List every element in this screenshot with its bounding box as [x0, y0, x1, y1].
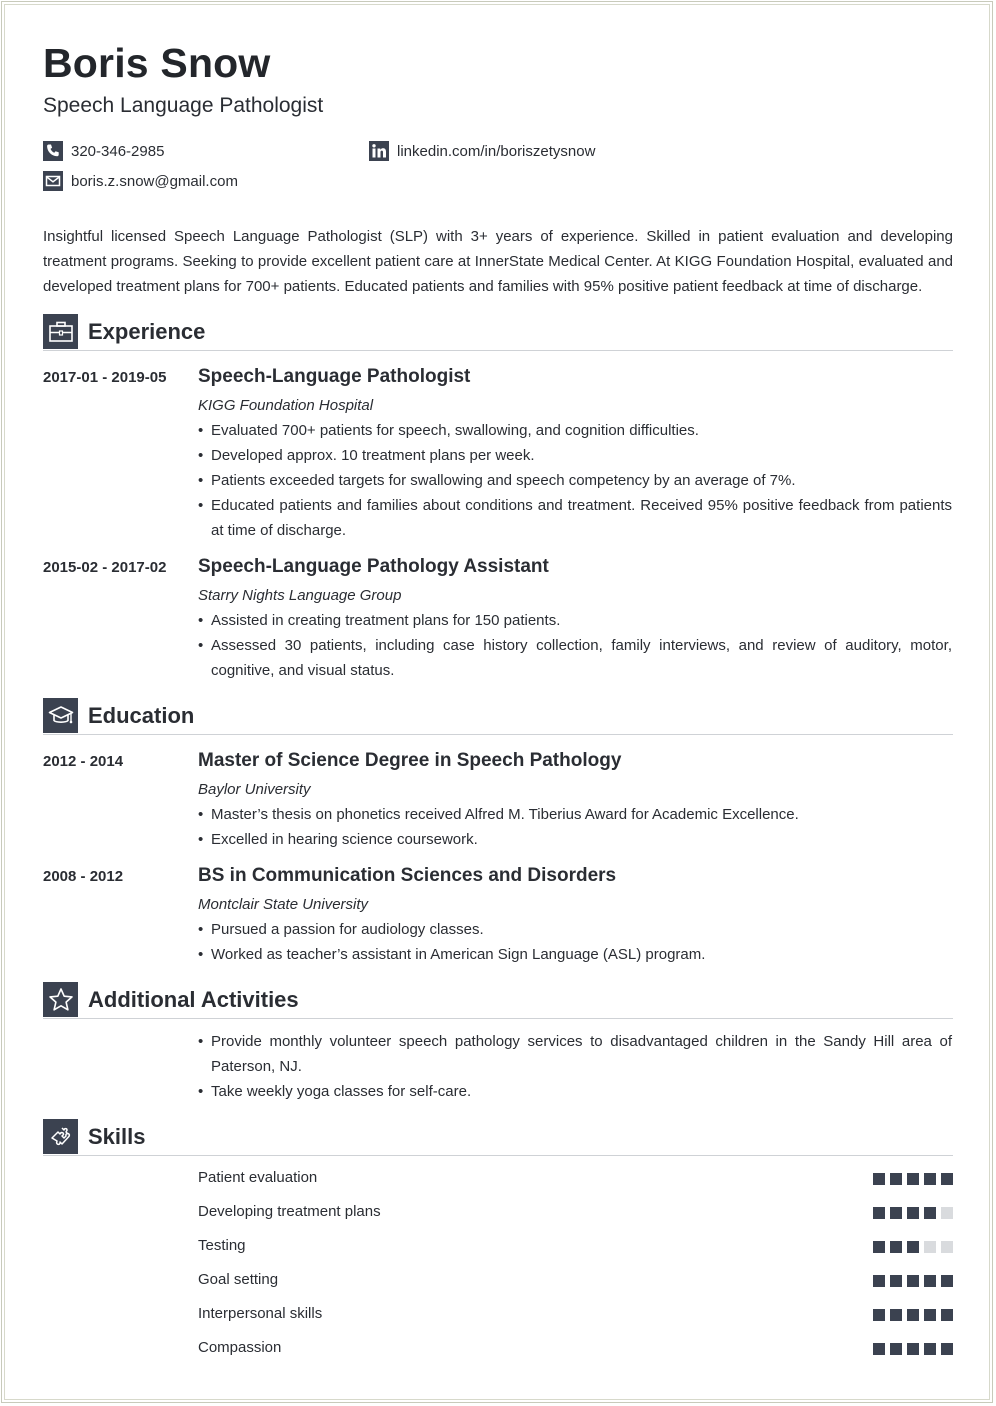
list-item: • Assisted in creating treatment plans for 150 patients. [198, 608, 952, 633]
experience-section-header [43, 314, 953, 351]
rating-square-filled [873, 1309, 885, 1321]
rating-square-filled [924, 1207, 936, 1219]
graduation-cap-icon [43, 698, 78, 733]
activities-section-header [43, 982, 953, 1019]
activities-bullets [198, 1029, 952, 1104]
list-item: • Evaluated 700+ patients for speech, swallowing, and cognition difficulties. [198, 418, 952, 443]
contact-phone [43, 141, 164, 161]
skill-row [198, 1237, 953, 1257]
rating-square-filled [907, 1275, 919, 1287]
rating-square-filled [907, 1207, 919, 1219]
school-name: Montclair State University [198, 896, 369, 913]
phone-number[interactable]: 320-346-2985 [71, 142, 165, 160]
list-item: • Educated patients and families about conditions and treatment. Received 95% positive feedback from patients at time of discharge. [198, 493, 952, 543]
rating-square-filled [890, 1275, 902, 1287]
rating-square-filled [873, 1241, 885, 1253]
skill-rating [873, 1173, 953, 1185]
skill-row [198, 1271, 953, 1291]
skill-row [198, 1169, 953, 1189]
education-title: Education [88, 703, 195, 728]
rating-square-filled [941, 1343, 953, 1355]
job-bullets [198, 608, 952, 683]
education-section-header [43, 698, 953, 735]
contact-linkedin [369, 141, 595, 161]
contact-email [43, 171, 238, 191]
briefcase-icon [43, 314, 78, 349]
job-dates: 2015-02 - 2017-02 [43, 559, 167, 576]
rating-square-filled [941, 1275, 953, 1287]
linkedin-icon [369, 141, 389, 161]
star-icon [43, 982, 78, 1017]
candidate-role: Speech Language Pathologist [43, 94, 324, 117]
rating-square-filled [941, 1173, 953, 1185]
skill-name: Developing treatment plans [198, 1203, 381, 1220]
puzzle-icon [43, 1119, 78, 1154]
degree-title: BS in Communication Sciences and Disorders [198, 865, 617, 886]
email-icon [43, 171, 63, 191]
rating-square-filled [873, 1343, 885, 1355]
education-bullets [198, 917, 952, 967]
school-name: Baylor University [198, 781, 311, 798]
list-item: • Patients exceeded targets for swallowing and speech competency by an average of 7%. [198, 468, 952, 493]
education-dates: 2008 - 2012 [43, 868, 124, 885]
education-dates: 2012 - 2014 [43, 753, 124, 770]
rating-square-filled [873, 1173, 885, 1185]
phone-icon [43, 141, 63, 161]
rating-square-filled [924, 1343, 936, 1355]
job-employer: Starry Nights Language Group [198, 587, 402, 604]
rating-square-filled [907, 1309, 919, 1321]
skill-row [198, 1203, 953, 1223]
experience-title: Experience [88, 319, 206, 344]
rating-square-filled [941, 1309, 953, 1321]
rating-square-filled [890, 1309, 902, 1321]
rating-square-filled [890, 1173, 902, 1185]
skill-row [198, 1305, 953, 1325]
education-bullets [198, 802, 952, 852]
skill-name: Goal setting [198, 1271, 279, 1288]
skill-name: Interpersonal skills [198, 1305, 323, 1322]
profile-summary: Insightful licensed Speech Language Pathologist (SLP) with 3+ years of experience. Skilled in patient evaluation and developing treatment programs. Seeking to provide excellent patient care at InnerState Medical Center. At KIGG Foundation Hospital, evaluated and developed treatment plans for 700+ patients. Educated patients and families with 95% positive patient feedback at time of discharge. [43, 228, 953, 295]
rating-square-filled [907, 1173, 919, 1185]
list-item: • Excelled in hearing science coursework. [198, 827, 952, 852]
job-title: Speech-Language Pathology Assistant [198, 556, 549, 577]
skill-name: Patient evaluation [198, 1169, 318, 1186]
skills-title: Skills [88, 1124, 146, 1149]
list-item: • Worked as teacher’s assistant in American Sign Language (ASL) program. [198, 942, 952, 967]
activities-title: Additional Activities [88, 987, 299, 1012]
skill-rating [873, 1343, 953, 1355]
skill-rating [873, 1309, 953, 1321]
email-address[interactable]: boris.z.snow@gmail.com [71, 172, 238, 190]
list-item: • Take weekly yoga classes for self-care. [198, 1079, 952, 1104]
rating-square-filled [873, 1275, 885, 1287]
skill-rating [873, 1241, 953, 1253]
rating-square-empty [924, 1241, 936, 1253]
rating-square-filled [924, 1173, 936, 1185]
list-item: • Pursued a passion for audiology classes. [198, 917, 952, 942]
job-bullets [198, 418, 952, 543]
rating-square-filled [873, 1207, 885, 1219]
list-item: • Developed approx. 10 treatment plans per week. [198, 443, 952, 468]
rating-square-filled [890, 1343, 902, 1355]
list-item: • Assessed 30 patients, including case history collection, family interviews, and review of auditory, motor, cognitive, and visual status. [198, 633, 952, 683]
candidate-name: Boris Snow [43, 40, 271, 86]
rating-square-filled [890, 1207, 902, 1219]
rating-square-filled [907, 1241, 919, 1253]
job-employer: KIGG Foundation Hospital [198, 397, 374, 414]
rating-square-empty [941, 1207, 953, 1219]
skill-name: Testing [198, 1237, 246, 1254]
list-item: • Provide monthly volunteer speech pathology services to disadvantaged children in the Sandy Hill area of Paterson, NJ. [198, 1029, 952, 1079]
skill-row [198, 1339, 953, 1359]
skills-section-header [43, 1119, 953, 1156]
skill-rating [873, 1207, 953, 1219]
rating-square-filled [907, 1343, 919, 1355]
rating-square-empty [941, 1241, 953, 1253]
job-dates: 2017-01 - 2019-05 [43, 369, 167, 386]
list-item: • Master’s thesis on phonetics received Alfred M. Tiberius Award for Academic Excellence. [198, 802, 952, 827]
job-title: Speech-Language Pathologist [198, 366, 471, 387]
rating-square-filled [924, 1309, 936, 1321]
skill-rating [873, 1275, 953, 1287]
rating-square-filled [924, 1275, 936, 1287]
skill-name: Compassion [198, 1339, 282, 1356]
linkedin-link[interactable]: linkedin.com/in/boriszetysnow [397, 142, 596, 160]
rating-square-filled [890, 1241, 902, 1253]
degree-title: Master of Science Degree in Speech Pathology [198, 750, 622, 771]
